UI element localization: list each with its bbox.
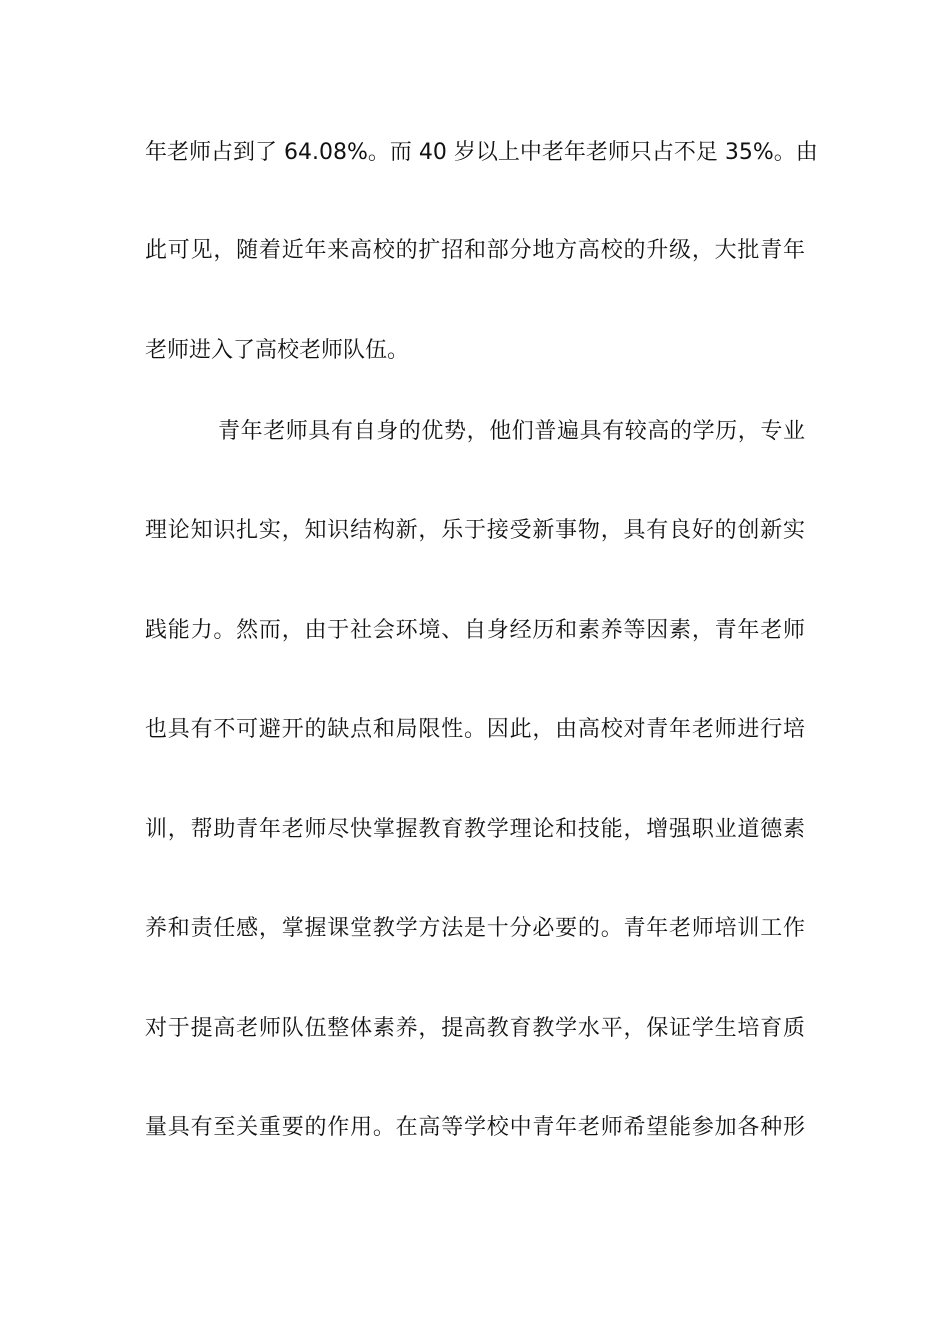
text-line-5: 理论知识扎实，知识结构新，乐于接受新事物，具有良好的创新实 [145, 518, 805, 543]
text-line-3: 老师进入了高校老师队伍。 [145, 338, 410, 363]
text-line-1: 年老师占到了 64.08%。而 40 岁以上中老年老师只占不足 35%。由 [145, 140, 818, 165]
text-line-11: 量具有至关重要的作用。在高等学校中青年老师希望能参加各种形 [145, 1115, 805, 1140]
text-line-4: 青年老师具有自身的优势，他们普遍具有较高的学历，专业 [218, 419, 805, 444]
text-line-2: 此可见，随着近年来高校的扩招和部分地方高校的升级，大批青年 [145, 238, 805, 263]
text-line-9: 养和责任感，掌握课堂教学方法是十分必要的。青年老师培训工作 [145, 916, 805, 941]
text-line-8: 训，帮助青年老师尽快掌握教育教学理论和技能，增强职业道德素 [145, 817, 805, 842]
text-line-10: 对于提高老师队伍整体素养，提高教育教学水平，保证学生培育质 [145, 1016, 805, 1041]
text-line-7: 也具有不可避开的缺点和局限性。因此，由高校对青年老师进行培 [145, 717, 805, 742]
text-line-6: 践能力。然而，由于社会环境、自身经历和素养等因素，青年老师 [145, 618, 805, 643]
